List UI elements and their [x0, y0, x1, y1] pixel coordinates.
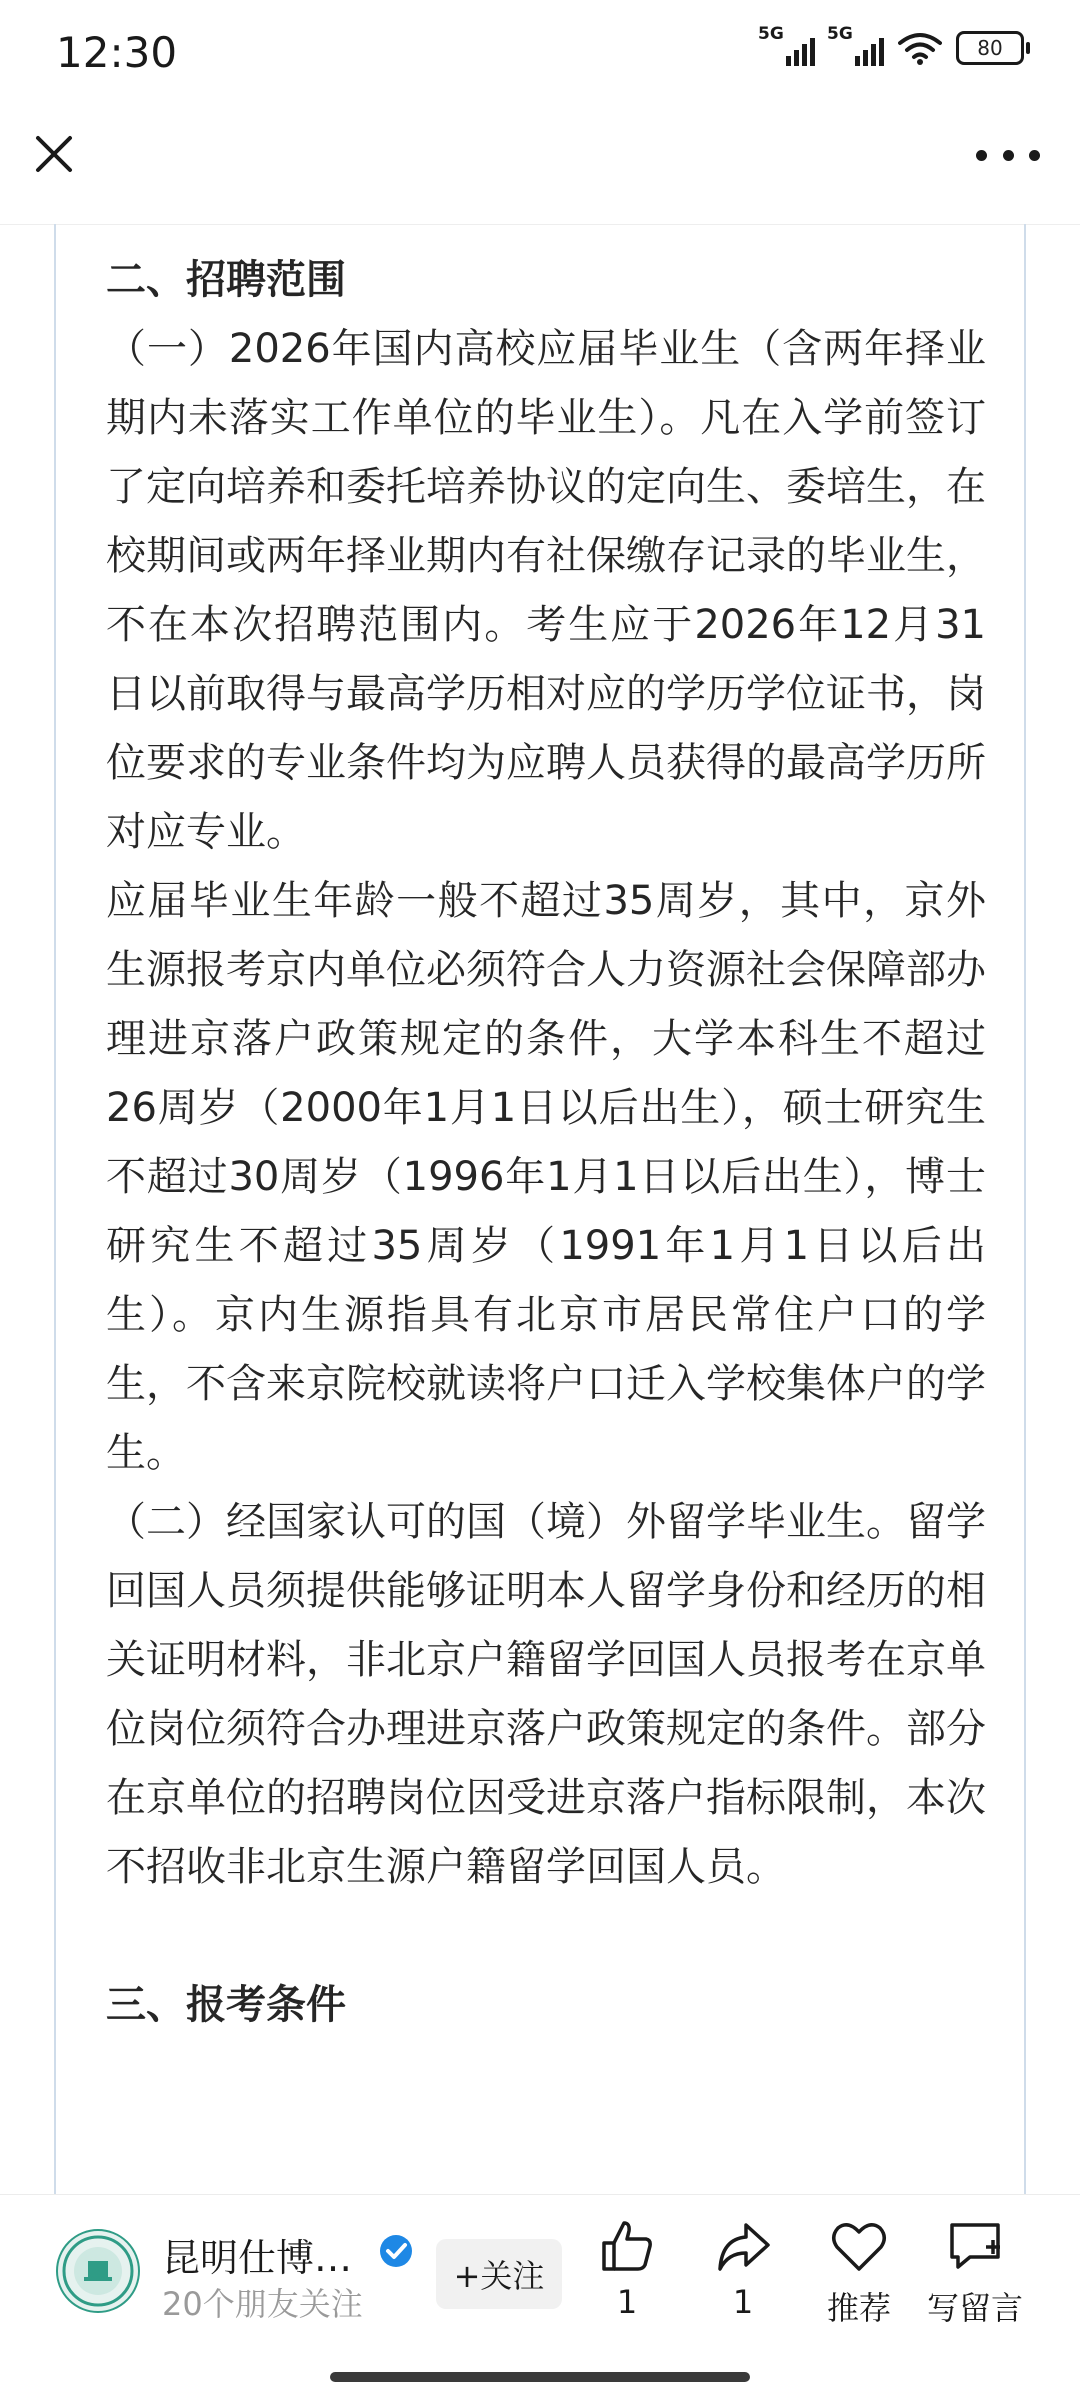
battery-indicator — [956, 31, 1024, 65]
write-comment-button[interactable] — [920, 2217, 1030, 2329]
heart-icon — [830, 2217, 888, 2275]
battery-level: 80 — [977, 36, 1003, 60]
more-icon[interactable] — [976, 140, 1040, 170]
account-name[interactable]: 昆明仕博… — [162, 2236, 353, 2280]
follow-button[interactable]: +关注 — [436, 2239, 562, 2309]
signal-icon-2 — [827, 24, 884, 66]
signal-1-label: 5G — [758, 24, 784, 44]
share-count: 1 — [732, 2283, 754, 2321]
paragraph-spacer — [106, 1902, 986, 1971]
top-nav-bar — [0, 100, 1080, 225]
signal-2-label: 5G — [827, 24, 853, 44]
status-bar — [0, 0, 1080, 100]
paragraph-age-requirements: 应届毕业生年龄一般不超过35周岁，其中，京外生源报考京内单位必须符合人力资源社会保障部办理进京落户政策规定的条件，大学本科生不超过26周岁（2000年1月1日以后出生），硕士研究生不超过30周岁（1996年1月1日以后出生），博士研究生不超过35周岁（1991年1月1日以后出生）。京内生源指具有北京市居民常住户口的学生，不含来京院校就读将户口迁入学校集体户的学生。 — [106, 878, 986, 1476]
section-title-recruitment-scope: 二、招聘范围 — [106, 257, 346, 303]
status-time: 12:30 — [56, 28, 178, 77]
article-content — [106, 224, 986, 2040]
home-indicator[interactable] — [330, 2372, 750, 2382]
bottom-action-bar — [0, 2194, 1080, 2355]
thumbs-up-icon — [598, 2217, 656, 2275]
paragraph-overseas-graduates: （二）经国家认可的国（境）外留学毕业生。留学回国人员须提供能够证明本人留学身份和经历的相关证明材料，非北京户籍留学回国人员报考在京单位岗位须符合办理进京落户政策规定的条件。部分在京单位的招聘岗位因受进京落户指标限制，本次不招收非北京生源户籍留学回国人员。 — [106, 1499, 986, 1890]
section-title-requirements: 三、报考条件 — [106, 1982, 346, 2028]
wifi-icon — [898, 31, 942, 65]
like-button[interactable] — [572, 2217, 682, 2321]
share-icon — [714, 2217, 772, 2275]
comment-add-icon — [946, 2217, 1004, 2275]
share-button[interactable] — [688, 2217, 798, 2321]
article-body — [54, 224, 1026, 2194]
write-comment-label: 写留言 — [926, 2289, 1023, 2327]
signal-icon-1 — [758, 24, 815, 66]
recommend-label: 推荐 — [826, 2289, 891, 2327]
close-icon[interactable] — [28, 128, 80, 180]
friends-following-count: 20个朋友关注 — [162, 2285, 363, 2323]
like-count: 1 — [616, 2283, 638, 2321]
account-avatar[interactable] — [56, 2229, 140, 2313]
paragraph-graduates: （一）2026年国内高校应届毕业生（含两年择业期内未落实工作单位的毕业生）。凡在入学前签订了定向培养和委托培养协议的定向生、委培生，在校期间或两年择业期内有社保缴存记录的毕业生，不在本次招聘范围内。考生应于2026年12月31日以前取得与最高学历相对应的学历学位证书，岗位要求的专业条件均为应聘人员获得的最高学历所对应专业。 — [106, 326, 986, 855]
status-icons — [758, 24, 1024, 66]
recommend-button[interactable] — [804, 2217, 914, 2329]
verified-badge-icon — [378, 2233, 414, 2269]
